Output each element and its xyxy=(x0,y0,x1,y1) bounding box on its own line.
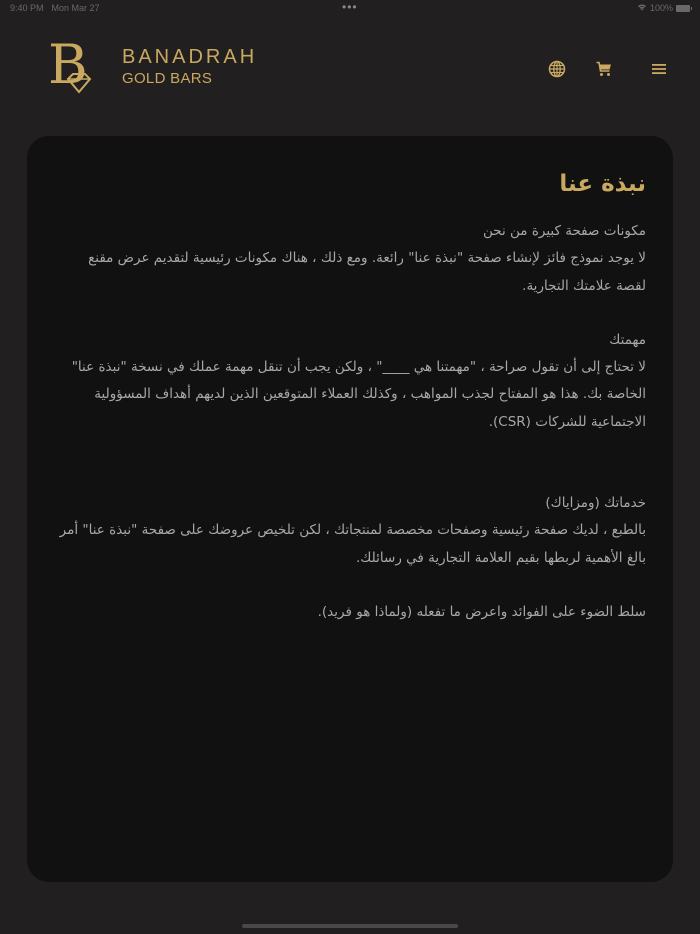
page-title: نبذة عنا xyxy=(559,171,646,197)
multitasking-dots[interactable]: ••• xyxy=(342,0,358,14)
brand-name: BANADRAH xyxy=(122,46,258,68)
logo-letter: B xyxy=(48,33,88,96)
cart-icon xyxy=(596,61,612,77)
section-body-services: بالطبع ، لديك صفحة رئيسية وصفحات مخصصة لمنتجاتك ، لكن تلخيص عروضك على صفحة "نبذة عنا" أمر بالغ الأهمية لربطها بقيم العلامة التجارية في رسائلك. xyxy=(59,522,646,566)
section-body-highlight: سلط الضوء على الفوائد واعرض ما تفعله (ولماذا هو فريد). xyxy=(317,603,646,620)
status-time: 9:40 PM xyxy=(10,3,44,13)
section-heading-mission: مهمتك xyxy=(609,331,646,348)
cart-button[interactable] xyxy=(593,58,615,80)
logo[interactable] xyxy=(46,33,258,96)
battery-percent: 100% xyxy=(649,3,673,13)
section-heading-services: خدماتك (ومزاياك) xyxy=(545,495,646,512)
section-body-mission: لا تحتاج إلى أن تقول صراحة ، "مهمتنا هي ____" ، ولكن يجب أن تنقل مهمة عملك في نسخة "نبذة عنا" الخاصة بك. هذا هو المفتاح لجذب المواهب ، وكذلك العملاء المتوقعين الذين لديهم أهداف المسؤولية الاجتماعية للشركات (CSR). xyxy=(71,359,646,430)
status-right xyxy=(637,3,690,13)
logo-mark xyxy=(46,33,96,96)
wifi-icon xyxy=(637,3,647,13)
battery-icon xyxy=(676,5,690,12)
about-card xyxy=(27,136,673,882)
status-left xyxy=(10,3,100,13)
globe-icon xyxy=(548,60,566,78)
status-date: Mon Mar 27 xyxy=(51,3,100,13)
brand-subtitle: GOLD BARS xyxy=(122,70,213,87)
status-bar xyxy=(0,0,700,18)
menu-button[interactable] xyxy=(648,58,670,80)
logo-text xyxy=(122,45,257,89)
section-heading-components: مكونات صفحة كبيرة من نحن xyxy=(482,223,646,239)
header xyxy=(0,33,700,100)
about-content xyxy=(56,164,646,626)
menu-icon xyxy=(652,63,666,75)
diamond-icon xyxy=(66,72,92,94)
language-button[interactable] xyxy=(546,58,568,80)
home-indicator[interactable] xyxy=(242,924,458,928)
section-body-components: لا يوجد نموذج فائز لإنشاء صفحة "نبذة عنا" رائعة. ومع ذلك ، هناك مكونات رئيسية لتقديم عرض مقنع لقصة علامتك التجارية. xyxy=(88,250,646,294)
